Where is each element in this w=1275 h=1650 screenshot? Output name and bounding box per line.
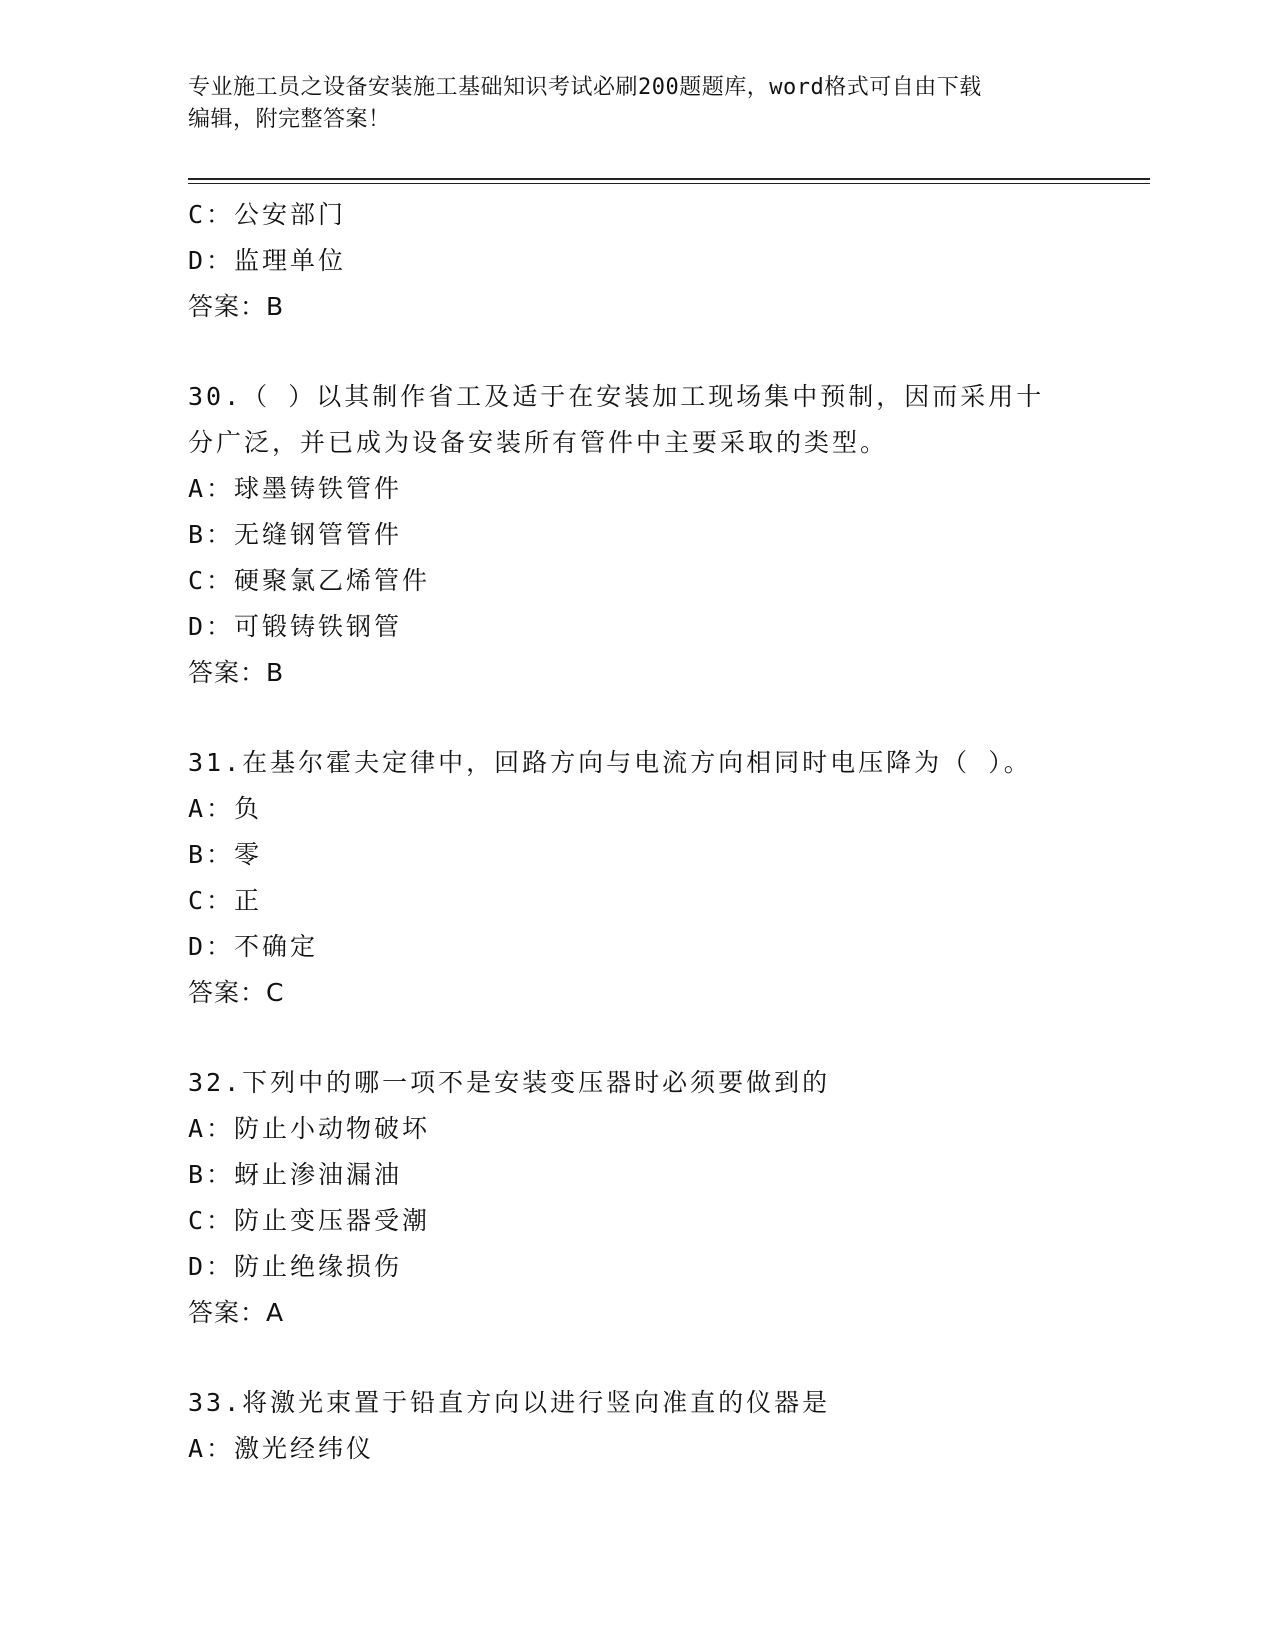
option-d: D：不确定 (188, 932, 319, 961)
option-b: B：无缝钢管管件 (188, 520, 403, 549)
question-stem: 31.在基尔霍夫定律中，回路方向与电流方向相同时电压降为（ ）。 (188, 748, 1032, 777)
question-31 (188, 740, 1088, 1016)
question-32 (188, 1060, 1088, 1336)
answer: 答案：C (188, 978, 285, 1007)
option-d: D：防止绝缘损伤 (188, 1252, 403, 1281)
option-a: A：防止小动物破坏 (188, 1114, 431, 1143)
question-stem: 33.将激光束置于铅直方向以进行竖向准直的仪器是 (188, 1388, 831, 1417)
header-title-line1: 专业施工员之设备安装施工基础知识考试必刷200题题库，word格式可自由下载 (188, 75, 982, 100)
question-29-tail (188, 192, 1088, 330)
answer: 答案：B (188, 292, 285, 321)
answer: 答案：B (188, 658, 285, 687)
header-divider-thick (188, 178, 1150, 180)
option-b: B：蚜止渗油漏油 (188, 1160, 403, 1189)
question-30 (188, 374, 1088, 696)
header-divider-thin (188, 183, 1150, 184)
option-b: B：零 (188, 840, 263, 869)
option-c: C：防止变压器受潮 (188, 1206, 431, 1235)
option-c: C：正 (188, 886, 263, 915)
option-c: C：公安部门 (188, 200, 347, 229)
header-title-line2: 编辑，附完整答案！ (188, 107, 391, 132)
answer: 答案：A (188, 1298, 285, 1327)
option-a: A：球墨铸铁管件 (188, 474, 403, 503)
document-header (188, 72, 1068, 136)
question-stem: 32.下列中的哪一项不是安装变压器时必须要做到的 (188, 1068, 831, 1097)
question-stem: 30.（ ）以其制作省工及适于在安装加工现场集中预制，因而采用十 (188, 382, 1045, 411)
question-33 (188, 1380, 1088, 1472)
option-d: D：可锻铸铁钢管 (188, 612, 403, 641)
option-d: D：监理单位 (188, 246, 347, 275)
question-list (188, 192, 1088, 1472)
option-c: C：硬聚氯乙烯管件 (188, 566, 431, 595)
option-a: A：激光经纬仪 (188, 1434, 375, 1463)
option-a: A：负 (188, 794, 263, 823)
question-stem-continued: 分广泛，并已成为设备安装所有管件中主要采取的类型。 (188, 428, 889, 457)
